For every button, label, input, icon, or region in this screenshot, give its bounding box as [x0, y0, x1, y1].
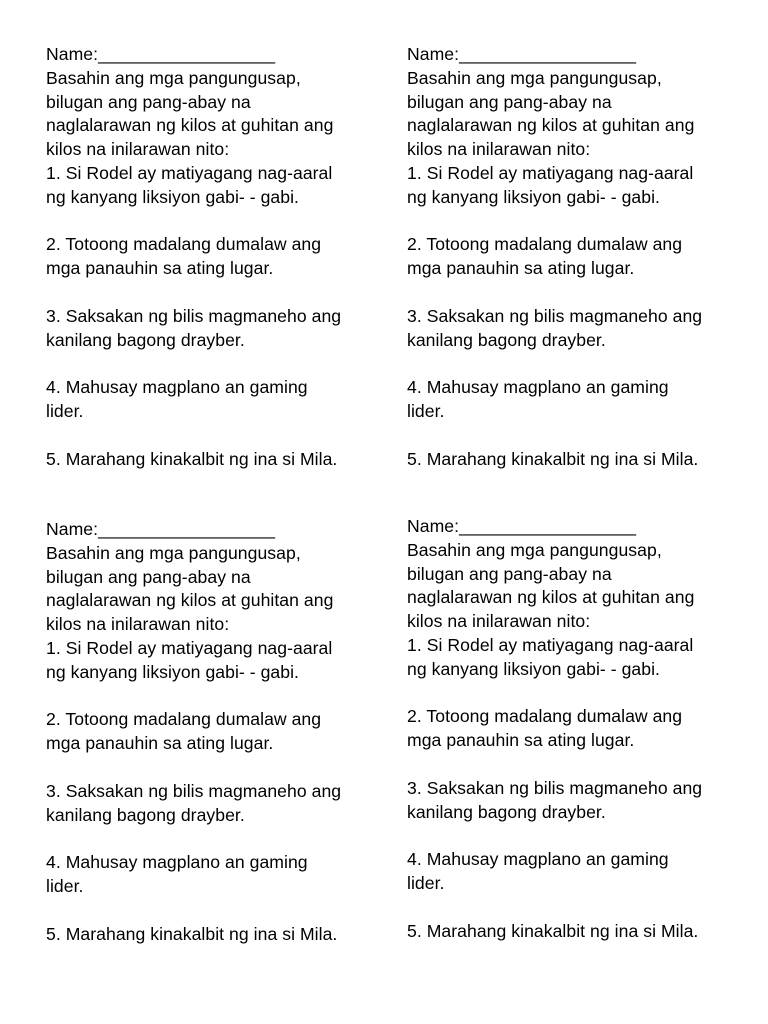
sentence-line: kanilang bagong drayber.: [407, 801, 606, 822]
sentence-item-5: [46, 923, 391, 947]
sentence-item-1: [46, 162, 391, 210]
name-label: Name:__________________: [46, 44, 276, 64]
sentence-line: 3. Saksakan ng bilis magmaneho ang: [407, 777, 703, 798]
worksheet-copy-top-right: [407, 43, 752, 471]
sentence-line: lider.: [46, 875, 84, 896]
sentence-line: ng kanyang liksiyon gabi- - gabi.: [407, 658, 660, 679]
instruction-line: kilos na inilarawan nito:: [407, 139, 591, 160]
name-label: Name:__________________: [46, 519, 276, 539]
sentence-line: 4. Mahusay magplano an gaming: [407, 377, 669, 398]
sentence-line: 1. Si Rodel ay matiyagang nag-aaral: [407, 162, 694, 183]
sentence-line: mga panauhin sa ating lugar.: [407, 258, 635, 279]
sentence-item-2: [46, 708, 391, 756]
sentence-line: 1. Si Rodel ay matiyagang nag-aaral: [46, 637, 333, 658]
sentence-line: 4. Mahusay magplano an gaming: [46, 377, 308, 398]
sentence-line: 3. Saksakan ng bilis magmaneho ang: [407, 305, 703, 326]
sentence-line: kanilang bagong drayber.: [407, 329, 606, 350]
sentence-line: mga panauhin sa ating lugar.: [407, 730, 635, 751]
instruction-line: bilugan ang pang-abay na: [407, 91, 612, 112]
sentence-line: 5. Marahang kinakalbit ng ina si Mila.: [407, 448, 699, 469]
sentence-item-4: [407, 376, 752, 424]
instruction-line: bilugan ang pang-abay na: [407, 563, 612, 584]
sentence-line: ng kanyang liksiyon gabi- - gabi.: [46, 186, 299, 207]
worksheet-copy-bottom-left: [46, 518, 391, 946]
sentence-line: ng kanyang liksiyon gabi- - gabi.: [46, 661, 299, 682]
instruction-line: kilos na inilarawan nito:: [46, 614, 230, 635]
sentence-item-2: [46, 233, 391, 281]
sentence-line: lider.: [46, 400, 84, 421]
sentence-line: 5. Marahang kinakalbit ng ina si Mila.: [407, 920, 699, 941]
instruction-line: Basahin ang mga pangungusap,: [46, 67, 301, 88]
sentence-line: 2. Totoong madalang dumalaw ang: [407, 706, 683, 727]
sentence-line: mga panauhin sa ating lugar.: [46, 258, 274, 279]
sentence-line: kanilang bagong drayber.: [46, 804, 245, 825]
sentence-line: 5. Marahang kinakalbit ng ina si Mila.: [46, 923, 338, 944]
sentence-line: ng kanyang liksiyon gabi- - gabi.: [407, 186, 660, 207]
instruction-line: naglalarawan ng kilos at guhitan ang: [407, 587, 695, 608]
sentence-line: 1. Si Rodel ay matiyagang nag-aaral: [46, 162, 333, 183]
instruction-line: bilugan ang pang-abay na: [46, 91, 251, 112]
name-label: Name:__________________: [407, 44, 637, 64]
sentence-line: mga panauhin sa ating lugar.: [46, 733, 274, 754]
instruction-line: bilugan ang pang-abay na: [46, 566, 251, 587]
instruction-line: naglalarawan ng kilos at guhitan ang: [407, 115, 695, 136]
worksheet-copy-bottom-right: [407, 515, 752, 943]
sentence-item-2: [407, 233, 752, 281]
sentence-item-3: [407, 305, 752, 353]
instruction-line: kilos na inilarawan nito:: [46, 139, 230, 160]
sentence-item-1: [46, 637, 391, 685]
instruction-line: naglalarawan ng kilos at guhitan ang: [46, 590, 334, 611]
worksheet-copy-top-left: [46, 43, 391, 471]
instruction-line: Basahin ang mga pangungusap,: [407, 67, 662, 88]
sentence-item-3: [407, 777, 752, 825]
sentence-item-5: [407, 920, 752, 944]
sentence-item-4: [46, 376, 391, 424]
sentence-line: 4. Mahusay magplano an gaming: [407, 849, 669, 870]
sentence-line: 4. Mahusay magplano an gaming: [46, 852, 308, 873]
sentence-item-4: [46, 851, 391, 899]
sentence-item-4: [407, 848, 752, 896]
sentence-line: 3. Saksakan ng bilis magmaneho ang: [46, 780, 342, 801]
sentence-item-3: [46, 780, 391, 828]
sentence-item-3: [46, 305, 391, 353]
sentence-line: lider.: [407, 400, 445, 421]
sentence-line: 2. Totoong madalang dumalaw ang: [46, 234, 322, 255]
sentence-line: 1. Si Rodel ay matiyagang nag-aaral: [407, 634, 694, 655]
sentence-line: lider.: [407, 872, 445, 893]
instruction-line: Basahin ang mga pangungusap,: [46, 542, 301, 563]
sentence-line: 2. Totoong madalang dumalaw ang: [407, 234, 683, 255]
sentence-item-2: [407, 705, 752, 753]
sentence-line: 3. Saksakan ng bilis magmaneho ang: [46, 305, 342, 326]
instruction-line: kilos na inilarawan nito:: [407, 611, 591, 632]
sentence-line: kanilang bagong drayber.: [46, 329, 245, 350]
sentence-line: 5. Marahang kinakalbit ng ina si Mila.: [46, 448, 338, 469]
sentence-item-5: [46, 448, 391, 472]
instruction-line: naglalarawan ng kilos at guhitan ang: [46, 115, 334, 136]
sentence-line: 2. Totoong madalang dumalaw ang: [46, 709, 322, 730]
name-label: Name:__________________: [407, 516, 637, 536]
sentence-item-1: [407, 162, 752, 210]
sentence-item-5: [407, 448, 752, 472]
instruction-line: Basahin ang mga pangungusap,: [407, 539, 662, 560]
sentence-item-1: [407, 634, 752, 682]
